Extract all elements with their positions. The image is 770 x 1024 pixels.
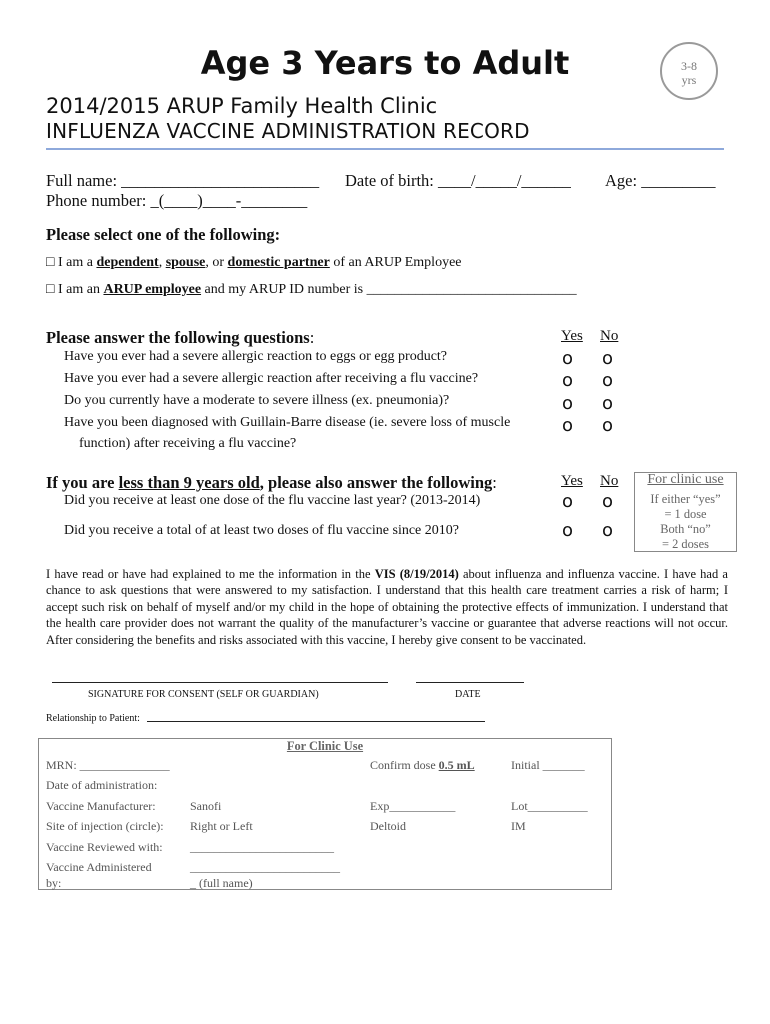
- option-employee[interactable]: [46, 282, 577, 298]
- full-name-field[interactable]: Full name: ________________________: [46, 171, 320, 190]
- question-illness: Do you currently have a moderate to severe illness (ex. pneumonia)?: [64, 393, 450, 408]
- dose-value: 0.5 mL: [438, 758, 475, 772]
- question-guillain-barre: Have you been diagnosed with Guillain-Barre disease (ie. severe loss of muscle: [64, 415, 511, 430]
- clinic-use-section-title: For Clinic Use: [286, 739, 364, 753]
- selection-heading: Please select one of the following:: [46, 225, 281, 244]
- option-text: and my ARUP ID number is ______________________________: [201, 282, 577, 297]
- radio-yes-q4[interactable]: o: [562, 415, 574, 436]
- manufacturer-value: Sanofi: [190, 799, 222, 813]
- question-last-year-dose: Did you receive at least one dose of the flu vaccine last year? (2013-2014): [64, 493, 481, 508]
- questions-heading-text: Please answer the following questions: [46, 328, 310, 347]
- date-label: DATE: [455, 689, 481, 700]
- confirm-dose: [370, 758, 475, 773]
- question-flu-vaccine-allergy: Have you ever had a severe allergic reaction after receiving a flu vaccine?: [64, 371, 479, 386]
- dependent-term: dependent: [96, 255, 159, 270]
- questions-heading: [46, 328, 314, 348]
- manufacturer-label: Vaccine Manufacturer:: [46, 799, 156, 813]
- radio-no-q4[interactable]: o: [602, 415, 614, 436]
- option-text: I am a: [54, 255, 97, 270]
- badge-range: 3-8: [681, 59, 697, 73]
- colon: :: [492, 473, 497, 492]
- date-admin-label: Date of administration:: [46, 778, 158, 792]
- domestic-partner-term: domestic partner: [227, 255, 330, 270]
- radio-yes-u1[interactable]: o: [562, 491, 574, 512]
- clinic-name: 2014/2015 ARUP Family Health Clinic: [46, 94, 438, 118]
- radio-no-q3[interactable]: o: [602, 393, 614, 414]
- under9-suffix: , please also answer the following: [259, 473, 493, 492]
- administered-label: Vaccine Administered: [46, 860, 152, 874]
- record-title: INFLUENZA VACCINE ADMINISTRATION RECORD: [46, 119, 530, 143]
- under9-heading: [46, 473, 497, 493]
- radio-no-q1[interactable]: o: [602, 348, 614, 369]
- confirm-dose-label: Confirm dose: [370, 758, 439, 772]
- clinic-use-title: For clinic use: [647, 472, 724, 487]
- option-text: , or: [205, 255, 228, 270]
- signature-label: SIGNATURE FOR CONSENT (SELF OR GUARDIAN): [88, 689, 319, 700]
- administered-label-cont: by:: [46, 876, 62, 890]
- age-field[interactable]: Age: _________: [605, 171, 716, 190]
- option-text: of an ARUP Employee: [329, 255, 462, 270]
- dob-field[interactable]: Date of birth: ____/_____/______: [345, 171, 571, 190]
- checkbox-icon[interactable]: □: [46, 282, 55, 297]
- clinic-use-line4: = 2 doses: [662, 537, 709, 551]
- radio-no-q2[interactable]: o: [602, 370, 614, 391]
- initial-field[interactable]: Initial _______: [511, 758, 585, 772]
- colon: :: [309, 328, 315, 347]
- under9-age: less than 9 years old: [118, 473, 260, 492]
- under9-prefix: If you are: [46, 473, 119, 492]
- relationship-label: Relationship to Patient:: [46, 713, 140, 724]
- reviewed-field[interactable]: ________________________: [190, 840, 334, 854]
- consent-text: I have read or have had explained to me the information in the: [46, 567, 375, 581]
- radio-yes-u2[interactable]: o: [562, 520, 574, 541]
- consent-text: about influenza and influenza vaccine. I have had a chance to ask questions that were answered to my satisfaction. I understand that this health care treatment carries a risk of harm; I accept such risk on behalf of myself and/or my child in the hope of obtaining the protective effects of immunization. I understand that the health care provider does not warrant the quality of the manufacturer’s vaccine or guarantee that adverse reactions will not occur. After considering the benefits and risks associated with this vaccine, I hereby give consent to be vaccinated.: [46, 567, 728, 647]
- option-text: I am an: [54, 282, 104, 297]
- site-options[interactable]: Right or Left: [190, 819, 253, 833]
- badge-unit: yrs: [681, 73, 697, 87]
- radio-no-u2[interactable]: o: [602, 520, 614, 541]
- checkbox-icon[interactable]: □: [46, 255, 55, 270]
- relationship-line[interactable]: [147, 721, 485, 722]
- phone-field[interactable]: Phone number: _(____)____-________: [46, 191, 308, 210]
- header-divider: [46, 148, 724, 150]
- radio-no-u1[interactable]: o: [602, 491, 614, 512]
- radio-yes-q2[interactable]: o: [562, 370, 574, 391]
- age-range-badge: [660, 42, 718, 100]
- site-deltoid: Deltoid: [370, 819, 406, 833]
- lot-field[interactable]: Lot__________: [511, 799, 588, 813]
- radio-yes-q3[interactable]: o: [562, 393, 574, 414]
- question-guillain-barre-cont: function) after receiving a flu vaccine?: [79, 436, 297, 451]
- exp-field[interactable]: Exp___________: [370, 799, 456, 813]
- no-column-header: No: [600, 328, 619, 344]
- question-egg-allergy: Have you ever had a severe allergic reaction to eggs or egg product?: [64, 349, 448, 364]
- clinic-use-line3: Both “no”: [660, 522, 711, 536]
- arup-employee-term: ARUP employee: [103, 282, 202, 297]
- route-im: IM: [511, 819, 526, 833]
- signature-line[interactable]: [52, 682, 388, 683]
- option-dependent[interactable]: [46, 255, 462, 271]
- reviewed-label: Vaccine Reviewed with:: [46, 840, 163, 854]
- yes-column-header-2: Yes: [561, 473, 583, 489]
- clinic-use-line1: If either “yes”: [650, 492, 721, 506]
- question-two-doses: Did you receive a total of at least two doses of flu vaccine since 2010?: [64, 523, 459, 538]
- vis-date: VIS (8/19/2014): [374, 567, 459, 581]
- spouse-term: spouse: [165, 255, 206, 270]
- administered-full-name: _ (full name): [190, 876, 253, 890]
- option-text: ,: [158, 255, 166, 270]
- no-column-header-2: No: [600, 473, 619, 489]
- administered-field[interactable]: _________________________: [190, 860, 340, 874]
- yes-column-header: Yes: [561, 328, 583, 344]
- page-title: Age 3 Years to Adult: [200, 44, 570, 82]
- radio-yes-q1[interactable]: o: [562, 348, 574, 369]
- clinic-use-line2: = 1 dose: [664, 507, 707, 521]
- consent-paragraph: [46, 566, 728, 648]
- date-line[interactable]: [416, 682, 524, 683]
- mrn-field[interactable]: MRN: _______________: [46, 758, 170, 772]
- site-label: Site of injection (circle):: [46, 819, 164, 833]
